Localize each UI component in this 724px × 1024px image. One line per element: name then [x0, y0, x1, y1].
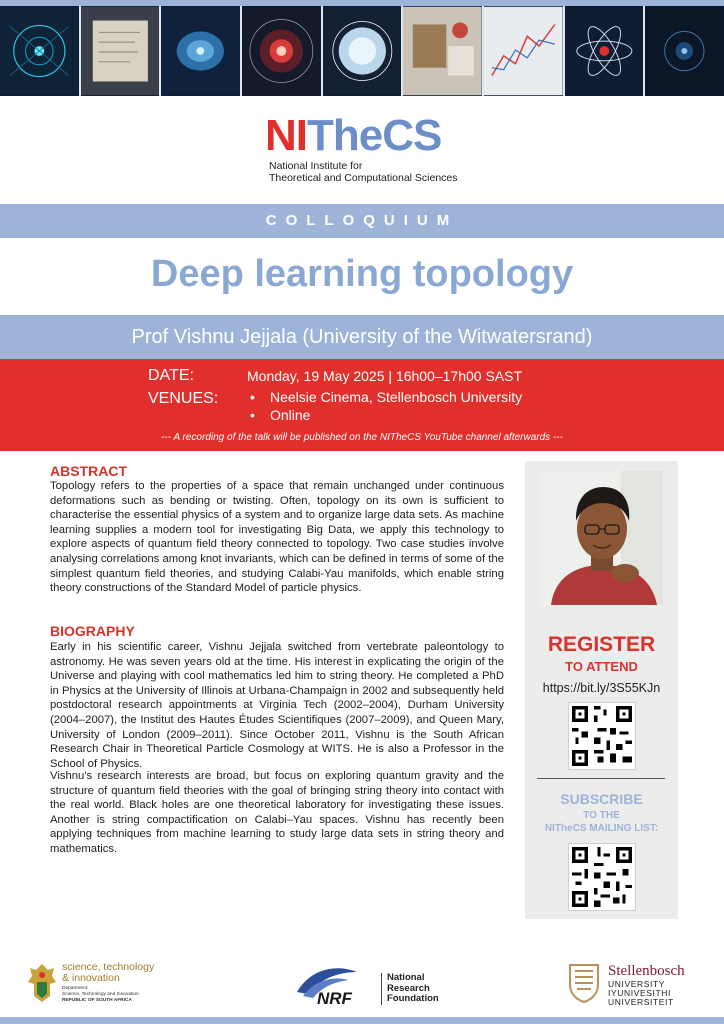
speaker-name: Prof Vishnu Jejjala (University of the Witwatersrand) — [131, 326, 593, 348]
su-line2: IYUNIVESITHI — [608, 988, 671, 998]
banner-image-notebook — [81, 6, 162, 96]
recording-note: --- A recording of the talk will be published on the NITheCS YouTube channel afterwards --- — [161, 432, 563, 443]
register-link[interactable]: https://bit.ly/3S55KJn — [542, 681, 661, 695]
stellenbosch-emblem-icon — [566, 963, 602, 1003]
subscribe-line2: NITheCS MAILING LIST: — [544, 823, 659, 834]
logo-thecs: TheCS — [307, 111, 442, 160]
biography-heading: BIOGRAPHY — [50, 623, 135, 639]
banner-image-atom — [565, 6, 646, 96]
dsti-line2: & innovation — [62, 972, 120, 984]
event-details-band — [0, 359, 724, 451]
nrf-emblem-icon — [293, 962, 377, 1006]
mailing-list-qr-code[interactable] — [568, 843, 636, 911]
nithecs-logo — [265, 112, 485, 192]
logo-subtitle-line1: National Institute for — [269, 160, 363, 172]
colloquium-bar — [0, 204, 724, 238]
logo-ni: NI — [265, 111, 307, 160]
nrf-line3: Foundation — [387, 993, 439, 1004]
banner-image-red-core — [242, 6, 323, 96]
su-line1: UNIVERSITY — [608, 979, 666, 989]
nrf-line1: National — [387, 972, 425, 983]
registration-sidebar — [525, 461, 678, 919]
banner-image-network — [0, 6, 81, 96]
venue-item-neelsie: • Neelsie Cinema, Stellenbosch University — [270, 389, 522, 405]
talk-title: Deep learning topology — [150, 253, 574, 295]
dsti-dept3: REPUBLIC OF SOUTH AFRICA — [62, 998, 132, 1003]
nrf-emblem-text: NRF — [317, 989, 352, 1006]
event-type: COLLOQUIUM — [265, 212, 459, 229]
subscribe-heading: SUBSCRIBE — [560, 791, 643, 807]
logo-wordmark — [265, 112, 485, 160]
register-subheading: TO ATTEND — [565, 659, 638, 674]
header-image-banner — [0, 0, 724, 96]
venues-label: VENUES: — [148, 390, 219, 407]
speaker-bar — [0, 315, 724, 359]
biography-paragraph-1: Early in his scientific career, Vishnu Jejjala switched from vertebrate paleontology to astronomy. He was seven years old at the time. His interest in explicating the origin of the Universe and playing with cool mathematics led him to string theory. He completed a PhD in Physics at the University of Illinois at Urbana-Champaign in 2002 and subsequently held postdoctoral research appointments at Virginia Tech (2002–2004), Durham University (2004–2007), the Institut des Hautes Études Scientifiques (2007–2009), and Queen Mary, University of London (2009–2011). Since October 2011, Vishnu is the South African Research Chair in Theoretical Particle Cosmology at WITS. He is also a Professor in the School of Physics. — [50, 641, 504, 770]
dsti-logo — [26, 962, 176, 1006]
sidebar-divider — [537, 778, 665, 779]
banner-image-glowing-sphere — [323, 6, 404, 96]
su-line3: UNIVERSITEIT — [608, 997, 674, 1007]
register-heading: REGISTER — [547, 633, 656, 656]
su-name: Stellenbosch — [608, 963, 685, 979]
dsti-dept1: Department: — [62, 986, 89, 991]
subscribe-line1: TO THE — [583, 810, 620, 821]
banner-image-desk — [403, 6, 484, 96]
banner-image-dark-atom — [645, 6, 724, 96]
coat-of-arms-icon — [26, 962, 58, 1004]
date-label: DATE: — [148, 367, 194, 384]
banner-image-plot — [484, 6, 565, 96]
logo-subtitle-line2: Theoretical and Computational Sciences — [269, 172, 458, 184]
dsti-dept2: Science, Technology and Innovation — [62, 992, 139, 997]
nrf-logo — [293, 960, 443, 1008]
venue-item-online: • Online — [270, 407, 310, 423]
abstract-heading: ABSTRACT — [50, 463, 127, 479]
banner-image-brain — [161, 6, 242, 96]
register-qr-code[interactable] — [568, 702, 636, 770]
dsti-line1: science, technology — [62, 961, 155, 973]
stellenbosch-logo — [566, 961, 706, 1007]
biography-paragraph-2: Vishnu's research interests are broad, but focus on exploring quantum gravity and the structure of quantum field theories with the goal of bringing string theory into contact with the real world. Black holes are one theoretical laboratory for investigating these issues. Another is string compactification on Calabi–Yau spaces. Vishnu has recently been applying techniques from machine learning to study large data sets in string theory and mathematics. — [50, 770, 504, 855]
date-value: Monday, 19 May 2025 | 16h00–17h00 SAST — [247, 368, 523, 384]
footer-accent-line — [0, 1017, 724, 1024]
speaker-photo — [541, 471, 663, 605]
nrf-line2: Research — [387, 982, 430, 994]
abstract-text: Topology refers to the properties of a space that remain unchanged under continuous deformations such as bending or twisting. Often, topology on its own is sufficient to characterise the essential physics of a system and to organize large data sets. As machine learning supplies a modern tool for investigating Big Data, we apply this technology to explore aspects of quantum field theory connected to topology. Two case studies involve analysing correlations among knot invariants, which can be defined in terms of some of the simplest quantum field theories, and studying Calabi-Yau manifolds, which enable string theory constructions of the Standard Model of particle physics. — [50, 480, 504, 595]
